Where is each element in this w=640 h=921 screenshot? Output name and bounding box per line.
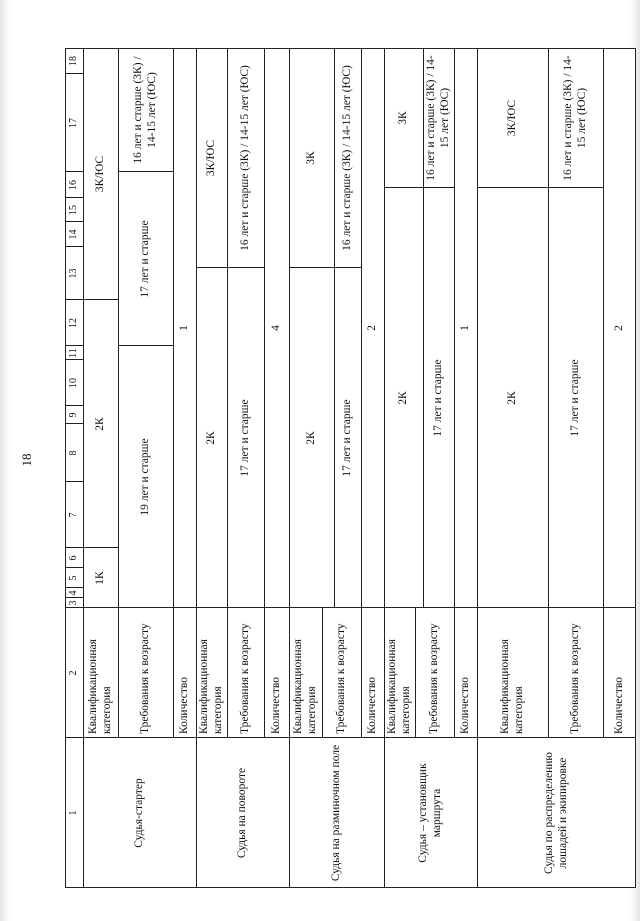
table-rule bbox=[65, 423, 83, 424]
age-requirement-value: 19 лет и старше bbox=[138, 438, 151, 516]
role-name: Судья на разминочном поле bbox=[329, 744, 342, 882]
table-border bbox=[65, 48, 636, 49]
table-rule bbox=[477, 187, 603, 188]
table-rule bbox=[65, 597, 83, 598]
count-value: 4 bbox=[269, 325, 282, 331]
age-requirement-value: 16 лет и старше (3К) / 14-15 лет (ЮС) bbox=[562, 55, 588, 181]
count-label: Количество bbox=[365, 677, 378, 734]
qualification-value: 1К bbox=[93, 571, 106, 585]
table-rule bbox=[65, 73, 83, 74]
qualification-value: 2К bbox=[396, 391, 409, 405]
page-number: 18 bbox=[19, 453, 34, 467]
column-header: 16 bbox=[68, 180, 80, 190]
column-header: 3 bbox=[68, 600, 80, 606]
table-rule bbox=[65, 197, 83, 198]
qualification-value: 2К bbox=[304, 431, 317, 445]
table-border bbox=[65, 48, 66, 888]
qualification-value: 3К bbox=[396, 111, 409, 125]
qualification-label: Квалификационная категория bbox=[198, 639, 224, 734]
column-header: 17 bbox=[68, 118, 80, 128]
judges-requirements-table bbox=[65, 48, 636, 888]
role-name: Судья по распределению лошадей и экипировке bbox=[543, 752, 569, 874]
age-requirement-label: Требования к возрасту bbox=[568, 623, 581, 734]
count-value: 2 bbox=[612, 325, 625, 331]
column-header: 5 bbox=[68, 575, 80, 581]
count-label: Количество bbox=[177, 677, 190, 734]
scan-edge-left bbox=[0, 0, 10, 921]
table-rule bbox=[264, 48, 265, 738]
count-label: Количество bbox=[612, 677, 625, 734]
qualification-value: 3К/ЮС bbox=[204, 139, 217, 177]
table-rule bbox=[227, 48, 228, 738]
age-requirement-label: Требования к возрасту bbox=[334, 623, 347, 734]
role-name: Судья – установщик маршрута bbox=[417, 763, 443, 863]
table-rule bbox=[454, 48, 455, 738]
table-rule bbox=[118, 345, 173, 346]
qualification-value: 2К bbox=[93, 417, 106, 431]
role-name: Судья на повороте bbox=[235, 767, 248, 859]
table-rule bbox=[196, 48, 197, 888]
table-rule bbox=[173, 48, 174, 738]
table-rule bbox=[65, 171, 83, 172]
table-rule bbox=[322, 608, 323, 738]
table-rule bbox=[65, 567, 83, 568]
table-rule bbox=[65, 405, 83, 406]
column-header: 14 bbox=[68, 229, 80, 240]
table-rule bbox=[196, 267, 264, 268]
column-header: 8 bbox=[68, 450, 80, 456]
table-rule bbox=[384, 48, 385, 888]
age-requirement-value: 17 лет и старше bbox=[431, 359, 444, 437]
column-header: 12 bbox=[68, 318, 80, 328]
qualification-label: Квалификационная категория bbox=[87, 639, 113, 734]
count-value: 1 bbox=[458, 325, 471, 331]
count-value: 1 bbox=[177, 325, 190, 331]
count-label: Количество bbox=[269, 677, 282, 734]
age-requirement-label: Требования к возрасту bbox=[427, 623, 440, 734]
table-border bbox=[635, 48, 636, 888]
table-border bbox=[65, 887, 636, 888]
table-rule bbox=[477, 48, 478, 888]
column-header: 1 bbox=[68, 810, 80, 816]
column-header: 10 bbox=[68, 378, 80, 388]
column-header: 7 bbox=[68, 512, 80, 518]
table-rule bbox=[65, 299, 83, 300]
qualification-label: Квалификационная категория bbox=[386, 639, 412, 734]
table-rule bbox=[415, 608, 416, 738]
age-requirement-value: 17 лет и старше bbox=[340, 399, 353, 477]
table-rule bbox=[361, 48, 362, 738]
qualification-label: Квалификационная категория bbox=[292, 639, 318, 734]
table-rule bbox=[65, 547, 83, 548]
qualification-value: 3К bbox=[304, 151, 317, 165]
age-requirement-value: 16 лет и старше (3К) / 14-15 лет (ЮС) bbox=[340, 65, 353, 251]
table-rule bbox=[423, 48, 424, 608]
table-rule bbox=[65, 587, 83, 588]
qualification-value: 3К/ЮС bbox=[93, 155, 106, 193]
qualification-value: 2К bbox=[204, 431, 217, 445]
table-rule bbox=[118, 171, 173, 172]
age-requirement-value: 16 лет и старше (3К) / 14-15 лет (ЮС) bbox=[132, 56, 158, 164]
column-header: 18 bbox=[68, 56, 80, 66]
age-requirement-value: 17 лет и старше bbox=[138, 220, 151, 298]
role-name: Судья-стартер bbox=[132, 778, 145, 848]
age-requirement-value: 16 лет и старше (3К) / 14-15 лет (ЮС) bbox=[425, 55, 451, 181]
table-rule bbox=[289, 48, 290, 888]
column-header: 9 bbox=[68, 412, 80, 418]
table-rule bbox=[83, 547, 118, 548]
qualification-value: 3К/ЮС bbox=[505, 99, 518, 137]
column-header: 13 bbox=[68, 268, 80, 279]
count-label: Количество bbox=[458, 677, 471, 734]
count-value: 2 bbox=[365, 325, 378, 331]
column-header: 6 bbox=[68, 555, 80, 561]
table-rule bbox=[65, 481, 83, 482]
table-rule bbox=[548, 48, 549, 738]
age-requirement-value: 17 лет и старше bbox=[568, 359, 581, 437]
column-header: 4 bbox=[68, 590, 80, 596]
column-header: 2 bbox=[68, 670, 80, 676]
table-rule bbox=[65, 246, 83, 247]
column-header: 15 bbox=[68, 205, 80, 215]
table-rule bbox=[65, 737, 636, 738]
table-rule bbox=[384, 187, 454, 188]
table-rule bbox=[334, 48, 335, 608]
age-requirement-label: Требования к возрасту bbox=[238, 623, 251, 734]
column-header: 11 bbox=[68, 348, 80, 358]
age-requirement-label: Требования к возрасту bbox=[138, 623, 151, 734]
qualification-label: Квалификационная категория bbox=[499, 639, 525, 734]
table-rule bbox=[65, 345, 83, 346]
age-requirement-value: 16 лет и старше (3К) / 14-15 лет (ЮС) bbox=[238, 65, 251, 251]
table-rule bbox=[603, 48, 604, 738]
table-rule bbox=[289, 267, 361, 268]
table-rule bbox=[65, 359, 83, 360]
qualification-value: 2К bbox=[505, 391, 518, 405]
table-rule bbox=[65, 607, 636, 608]
age-requirement-value: 17 лет и старше bbox=[238, 399, 251, 477]
table-rule bbox=[118, 48, 119, 738]
table-rule bbox=[83, 48, 84, 888]
table-rule bbox=[65, 221, 83, 222]
table-rule bbox=[83, 299, 118, 300]
